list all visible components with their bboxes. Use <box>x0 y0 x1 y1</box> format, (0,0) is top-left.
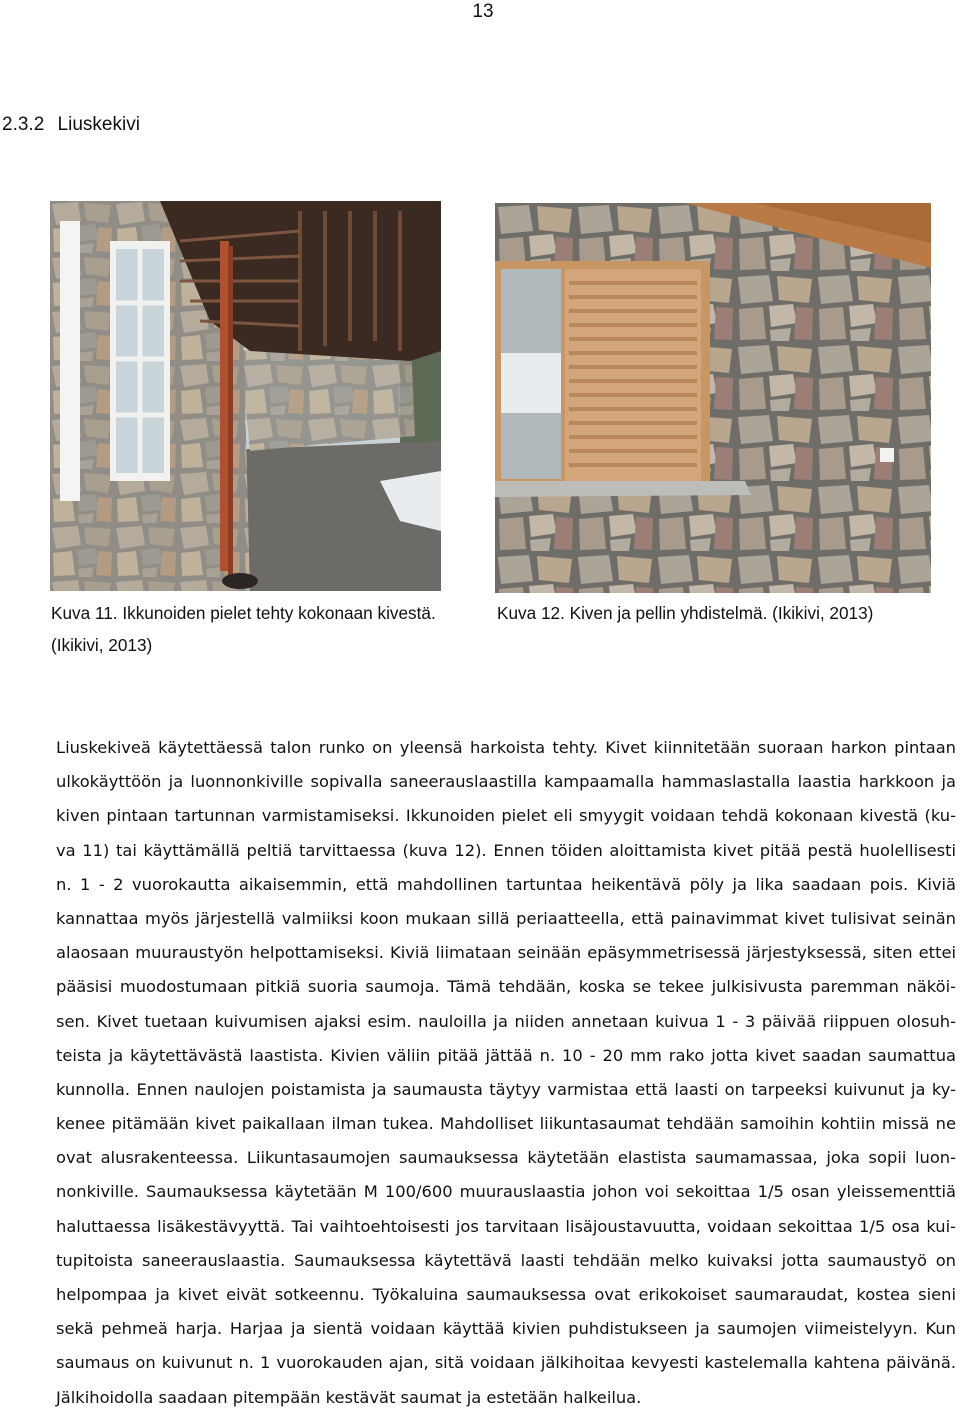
body-text-line: haluttaessa lisäkestävyyttä. Tai vaihtoehtoisesti jos tarvitaan lisäjoustavuutta, voidaan sekoittaa 1/5 osa kui- <box>56 1216 956 1236</box>
body-text-line: nonkiville. Saumauksessa käytetään M 100/600 muurauslaastia johon voi sekoittaa 1/5 osan yleissementtiä <box>56 1182 956 1202</box>
page-number: 13 <box>472 1 494 22</box>
figure-11-caption-line2: (Ikikivi, 2013) <box>51 635 153 655</box>
body-text-line: teista ja käytettävästä laastista. Kivien väliin pitää jättää n. 10 - 20 mm rako jotta kivet saadan saumattua <box>56 1045 956 1065</box>
body-text-line: kunnolla. Ennen naulojen poistamista ja saumausta täytyy varmistaa että laasti on tarpeeksi kuivunut ja ky- <box>56 1079 956 1099</box>
body-text-line: Jälkihoidolla saadaan pitempään kestävät saumat ja estetään halkeilua. <box>56 1387 642 1407</box>
figure-12-caption-line1: Kuva 12. Kiven ja pellin yhdistelmä. (Ikikivi, 2013) <box>497 603 874 623</box>
body-paragraph <box>56 731 956 1415</box>
figure-12-caption <box>497 597 873 629</box>
body-text-line: tupitoista saneerauslaastia. Saumauksessa käytettävä laasti tehdään melko kuivaksi jotta saumaustyö on <box>56 1250 956 1270</box>
figure-11-caption <box>51 597 481 661</box>
body-text-line: helpompaa ja kivet eivät sotkeennu. Työkaluina saumauksessa ovat erikokoiset saumaraudat, kostea sieni <box>56 1285 956 1304</box>
section-heading <box>2 113 140 137</box>
figure-11-photo <box>50 201 441 591</box>
body-text-line: n. 1 - 2 vuorokautta aikaisemmin, että mahdollinen tartuntaa heikentävä pöly ja lika saadaan pois. Kiviä <box>56 874 956 894</box>
body-text-line: kannattaa myös järjestellä valmiiksi koon mukaan sillä periaatteella, että painavimmat kivet tulisivat seinän <box>56 908 956 928</box>
body-text-line: pääsisi muodostumaan pitkiä suoria saumoja. Tämä tehdään, koska se tekee julkisivusta paremman näköi- <box>56 977 956 997</box>
body-text-line: Liuskekiveä käytettäessä talon runko on yleensä harkoista tehty. Kivet kiinnitetään suoraan harkon pintaan <box>56 738 956 757</box>
figure-12-photo <box>495 203 931 593</box>
figure-11-caption-line1: Kuva 11. Ikkunoiden pielet tehty kokonaan kivestä. <box>51 603 436 623</box>
body-text-line: sen. Kivet tuetaan kuivumisen ajaksi esim. nauloilla ja niiden annetaan kuivua 1 - 3 päivää riippuen olosuh- <box>56 1011 956 1031</box>
body-text-line: kenee pitämään kivet paikallaan ilman tukea. Mahdolliset liikuntasaumat tehdään samoihin kohtiin missä ne <box>56 1114 956 1134</box>
section-title: Liuskekivi <box>57 114 140 135</box>
body-text-line: va 11) tai käyttämällä peltiä tarvittaessa (kuva 12). Ennen töiden aloittamista kivet pitää pestä huolellisesti <box>56 840 956 860</box>
body-text-line: alaosaan muuraustyön helpottamiseksi. Kiviä liimataan seinään epäsymmetrisessä järjestyksessä, siten ettei <box>56 943 956 963</box>
body-text-line: ulkokäyttöön ja luonnonkiville sopivalla saneerauslaastilla kampaamalla hammaslastalla laastia harkkoon ja <box>56 772 956 792</box>
section-number: 2.3.2 <box>2 114 45 135</box>
body-text-line: saumaus on kuivunut n. 1 vuorokauden ajan, sitä voidaan jälkihoitaa kevyesti kastelemalla kahtena päivänä. <box>56 1353 956 1373</box>
body-text-line: kiven pintaan tartunnan varmistamiseksi. Ikkunoiden pielet eli smyygit voidaan tehdä kokonaan kivestä (ku- <box>56 806 956 826</box>
body-text-line: ovat alusrakenteessa. Liikuntasaumojen saumauksessa käytetään elastista saumamassaa, joka sopii luon- <box>56 1148 956 1168</box>
body-text-line: sekä pehmeä harja. Harjaa ja sientä voidaan käyttää kivien puhdistukseen ja saumojen viimeistelyyn. Kun <box>56 1319 956 1339</box>
